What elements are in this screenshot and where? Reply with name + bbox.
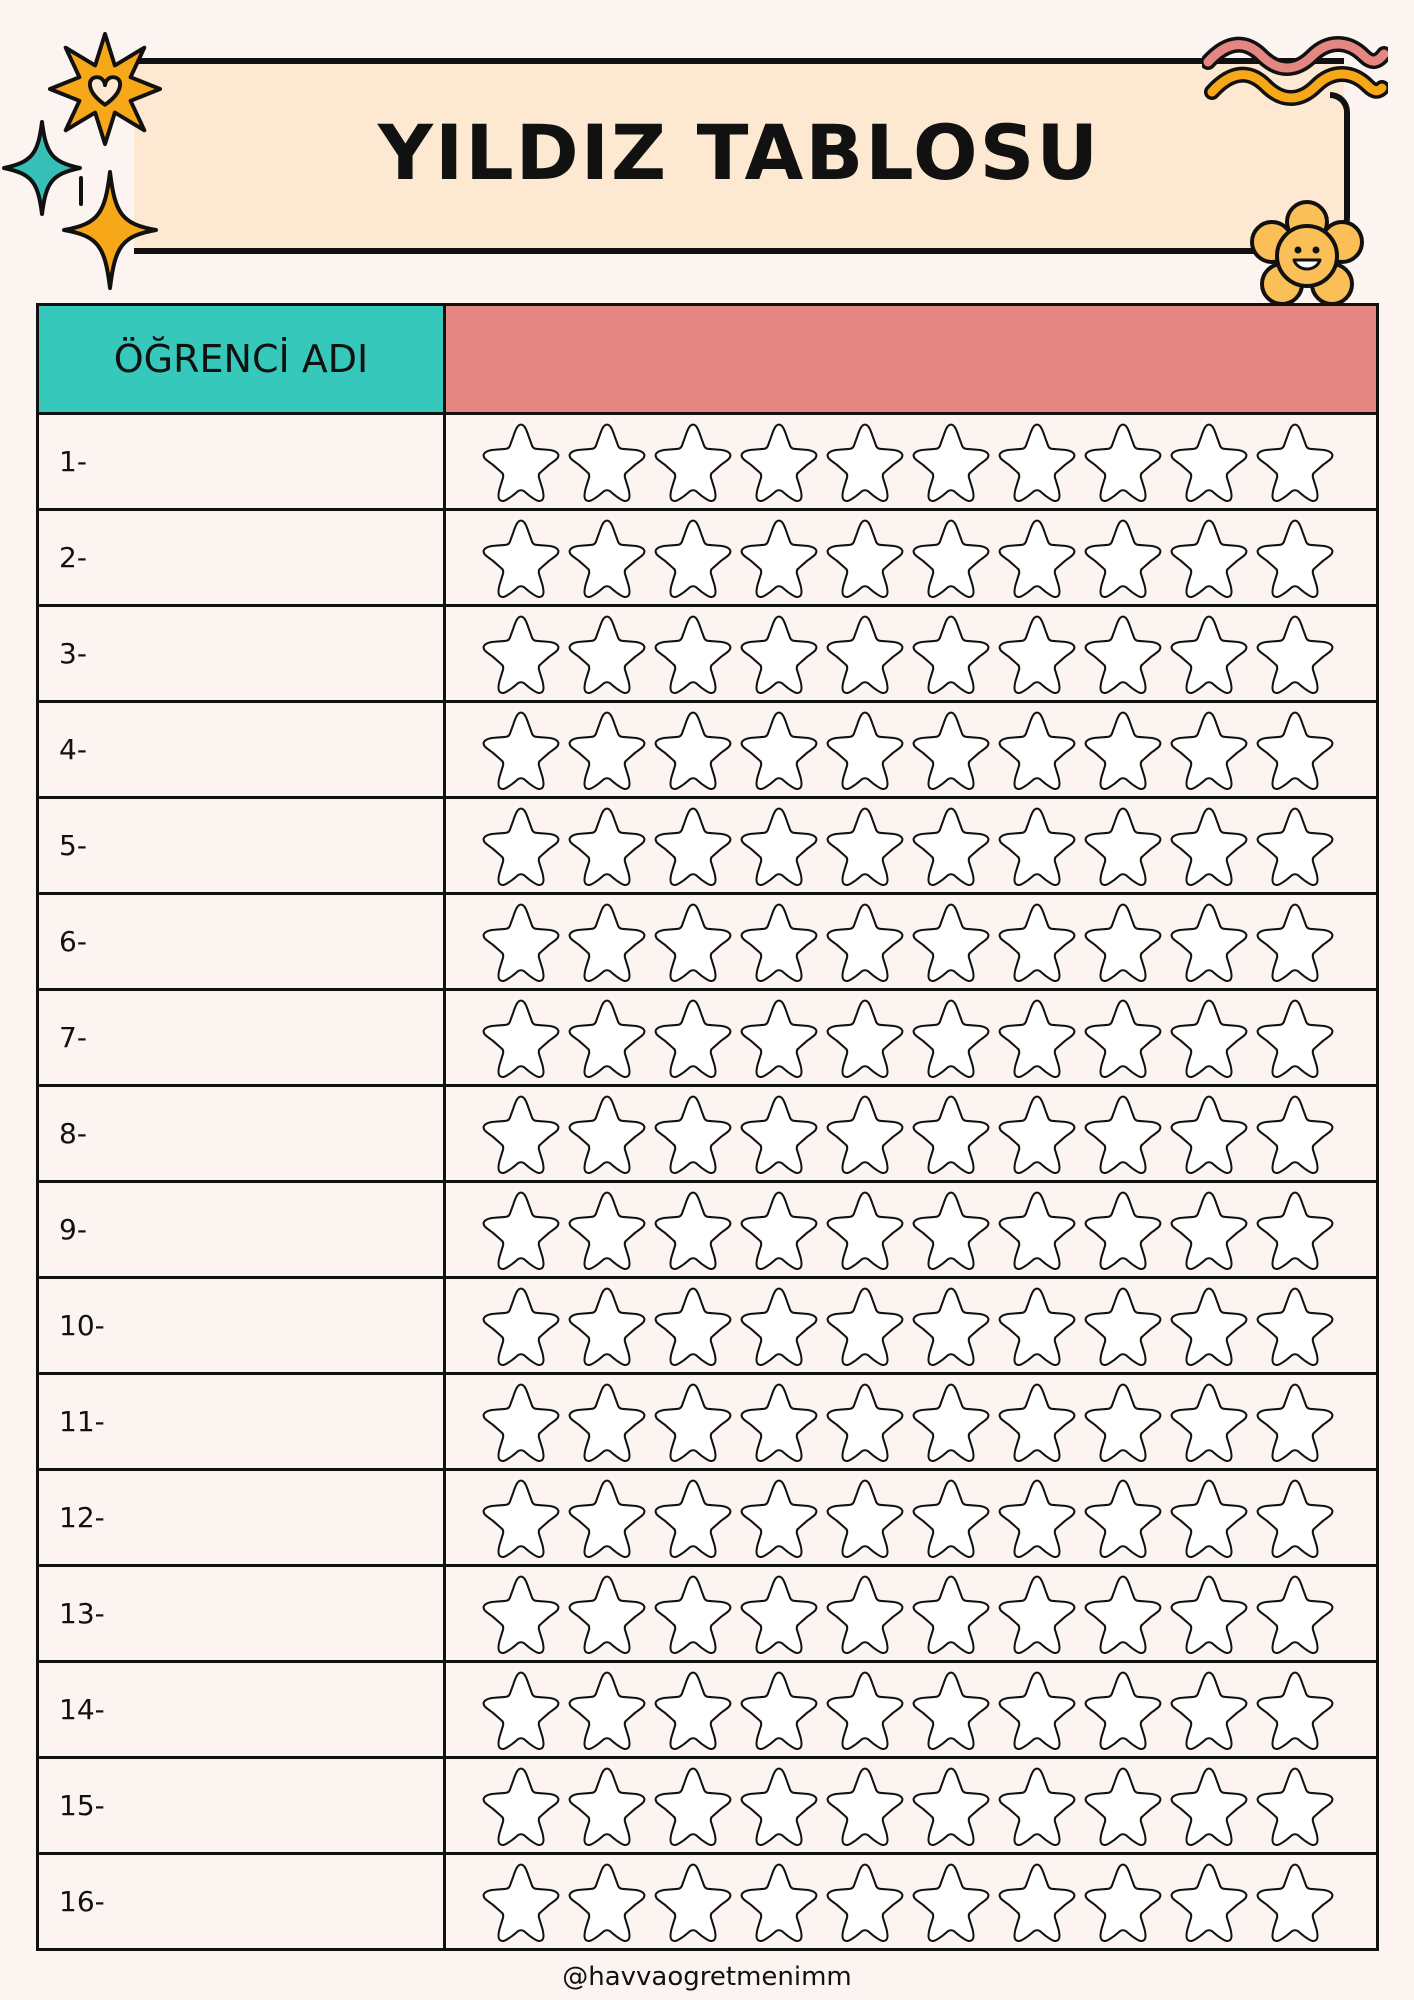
row-number[interactable]: 10-: [38, 1278, 445, 1374]
star-outline-icon[interactable]: [736, 707, 822, 793]
star-row: [446, 899, 1376, 985]
star-outline-icon[interactable]: [1080, 1091, 1166, 1177]
star-outline-icon[interactable]: [1080, 1379, 1166, 1465]
star-row: [446, 1283, 1376, 1369]
star-outline-icon[interactable]: [1166, 803, 1252, 889]
row-number[interactable]: 2-: [38, 510, 445, 606]
star-outline-icon[interactable]: [736, 1379, 822, 1465]
star-outline-icon[interactable]: [1080, 1763, 1166, 1849]
star-outline-icon[interactable]: [1166, 1859, 1252, 1945]
star-outline-icon[interactable]: [1166, 1475, 1252, 1561]
star-outline-icon[interactable]: [1080, 1283, 1166, 1369]
star-outline-icon[interactable]: [650, 515, 736, 601]
star-cell: [445, 1758, 1378, 1854]
star-outline-icon[interactable]: [650, 899, 736, 985]
star-outline-icon[interactable]: [822, 1571, 908, 1657]
star-outline-icon[interactable]: [1252, 1763, 1338, 1849]
star-outline-icon[interactable]: [822, 1859, 908, 1945]
star-outline-icon[interactable]: [994, 995, 1080, 1081]
star-cell: [445, 510, 1378, 606]
star-outline-icon[interactable]: [1166, 995, 1252, 1081]
star-outline-icon[interactable]: [650, 707, 736, 793]
table-row: [38, 1182, 1378, 1278]
star-outline-icon[interactable]: [564, 1283, 650, 1369]
row-number[interactable]: 4-: [38, 702, 445, 798]
star-outline-icon[interactable]: [478, 1667, 564, 1753]
star-outline-icon[interactable]: [994, 1475, 1080, 1561]
star-outline-icon[interactable]: [736, 515, 822, 601]
row-number[interactable]: 3-: [38, 606, 445, 702]
table-row: [38, 798, 1378, 894]
star-outline-icon[interactable]: [736, 1091, 822, 1177]
star-outline-icon[interactable]: [1252, 899, 1338, 985]
star-outline-icon[interactable]: [1252, 1667, 1338, 1753]
page-title: YILDIZ TABLOSU: [377, 108, 1101, 197]
star-outline-icon[interactable]: [564, 995, 650, 1081]
star-outline-icon[interactable]: [564, 803, 650, 889]
star-outline-icon[interactable]: [1080, 1187, 1166, 1273]
star-outline-icon[interactable]: [1080, 899, 1166, 985]
star-cell: [445, 414, 1378, 510]
star-cell: [445, 1278, 1378, 1374]
star-row: [446, 1667, 1376, 1753]
star-outline-icon[interactable]: [736, 995, 822, 1081]
star-outline-icon[interactable]: [1166, 611, 1252, 697]
star-outline-icon[interactable]: [1252, 1475, 1338, 1561]
table-row: [38, 1470, 1378, 1566]
star-outline-icon[interactable]: [564, 515, 650, 601]
star-outline-icon[interactable]: [822, 611, 908, 697]
star-outline-icon[interactable]: [908, 1667, 994, 1753]
stars-header: [445, 305, 1378, 414]
star-outline-icon[interactable]: [736, 419, 822, 505]
star-outline-icon[interactable]: [1166, 515, 1252, 601]
star-outline-icon[interactable]: [1080, 707, 1166, 793]
star-outline-icon[interactable]: [736, 1763, 822, 1849]
star-cell: [445, 606, 1378, 702]
table-row: [38, 510, 1378, 606]
star-outline-icon[interactable]: [1080, 995, 1166, 1081]
star-row: [446, 1475, 1376, 1561]
star-outline-icon[interactable]: [478, 995, 564, 1081]
star-outline-icon[interactable]: [478, 1763, 564, 1849]
star-row: [446, 1091, 1376, 1177]
star-outline-icon[interactable]: [736, 1859, 822, 1945]
star-outline-icon[interactable]: [822, 803, 908, 889]
wavy-lines-icon: [1202, 36, 1388, 108]
star-outline-icon[interactable]: [478, 1283, 564, 1369]
row-number[interactable]: 1-: [38, 414, 445, 510]
star-row: [446, 419, 1376, 505]
star-row: [446, 707, 1376, 793]
star-outline-icon[interactable]: [650, 803, 736, 889]
star-outline-icon[interactable]: [736, 1475, 822, 1561]
table-row: [38, 990, 1378, 1086]
star-row: [446, 611, 1376, 697]
star-row: [446, 1571, 1376, 1657]
row-number[interactable]: 14-: [38, 1662, 445, 1758]
table-row: [38, 702, 1378, 798]
star-outline-icon[interactable]: [994, 1283, 1080, 1369]
star-outline-icon[interactable]: [908, 1859, 994, 1945]
sparkle-icon: [76, 176, 86, 206]
star-outline-icon[interactable]: [478, 1187, 564, 1273]
star-outline-icon[interactable]: [822, 1379, 908, 1465]
row-number[interactable]: 7-: [38, 990, 445, 1086]
star-outline-icon[interactable]: [1166, 1763, 1252, 1849]
star-outline-icon[interactable]: [1252, 1283, 1338, 1369]
star-outline-icon[interactable]: [908, 419, 994, 505]
star-outline-icon[interactable]: [564, 707, 650, 793]
star-outline-icon[interactable]: [736, 611, 822, 697]
star-outline-icon[interactable]: [650, 1763, 736, 1849]
row-number[interactable]: 6-: [38, 894, 445, 990]
table-row: [38, 414, 1378, 510]
star-outline-icon[interactable]: [822, 1667, 908, 1753]
star-outline-icon[interactable]: [994, 1763, 1080, 1849]
star-outline-icon[interactable]: [1252, 1859, 1338, 1945]
sparkle-icon: [60, 168, 160, 292]
star-outline-icon[interactable]: [736, 899, 822, 985]
table-row: [38, 1662, 1378, 1758]
star-chart-table: [36, 303, 1379, 1951]
star-outline-icon[interactable]: [908, 1763, 994, 1849]
star-outline-icon[interactable]: [564, 899, 650, 985]
star-cell: [445, 1374, 1378, 1470]
star-outline-icon[interactable]: [1252, 1091, 1338, 1177]
star-cell: [445, 1182, 1378, 1278]
star-cell: [445, 990, 1378, 1086]
star-outline-icon[interactable]: [908, 803, 994, 889]
table-row: [38, 1566, 1378, 1662]
star-cell: [445, 1854, 1378, 1950]
star-outline-icon[interactable]: [822, 419, 908, 505]
row-number[interactable]: 8-: [38, 1086, 445, 1182]
row-number[interactable]: 9-: [38, 1182, 445, 1278]
star-outline-icon[interactable]: [650, 1859, 736, 1945]
star-outline-icon[interactable]: [822, 1475, 908, 1561]
star-cell: [445, 702, 1378, 798]
smiley-flower-icon: [1246, 200, 1368, 318]
student-name-header: ÖĞRENCİ ADI: [38, 305, 445, 414]
star-outline-icon[interactable]: [650, 1283, 736, 1369]
row-number[interactable]: 5-: [38, 798, 445, 894]
star-outline-icon[interactable]: [1080, 1859, 1166, 1945]
star-outline-icon[interactable]: [564, 1475, 650, 1561]
table-row: [38, 1758, 1378, 1854]
star-outline-icon[interactable]: [1252, 995, 1338, 1081]
star-outline-icon[interactable]: [1080, 1667, 1166, 1753]
star-outline-icon[interactable]: [564, 1763, 650, 1849]
star-outline-icon[interactable]: [1252, 611, 1338, 697]
star-outline-icon[interactable]: [650, 1187, 736, 1273]
star-outline-icon[interactable]: [1252, 1379, 1338, 1465]
star-outline-icon[interactable]: [822, 899, 908, 985]
star-outline-icon[interactable]: [994, 1859, 1080, 1945]
title-banner: [134, 58, 1344, 254]
star-outline-icon[interactable]: [1080, 419, 1166, 505]
star-outline-icon[interactable]: [1080, 515, 1166, 601]
star-cell: [445, 1470, 1378, 1566]
star-outline-icon[interactable]: [908, 1475, 994, 1561]
star-outline-icon[interactable]: [650, 1475, 736, 1561]
star-row: [446, 803, 1376, 889]
star-outline-icon[interactable]: [1252, 1187, 1338, 1273]
table-row: [38, 606, 1378, 702]
star-outline-icon[interactable]: [736, 803, 822, 889]
star-cell: [445, 894, 1378, 990]
table-row: [38, 1374, 1378, 1470]
star-outline-icon[interactable]: [908, 899, 994, 985]
star-row: [446, 515, 1376, 601]
star-outline-icon[interactable]: [564, 1379, 650, 1465]
row-number[interactable]: 13-: [38, 1566, 445, 1662]
star-outline-icon[interactable]: [564, 1091, 650, 1177]
star-outline-icon[interactable]: [650, 1379, 736, 1465]
table-row: [38, 894, 1378, 990]
star-outline-icon[interactable]: [822, 995, 908, 1081]
star-outline-icon[interactable]: [994, 419, 1080, 505]
star-outline-icon[interactable]: [1080, 1571, 1166, 1657]
star-outline-icon[interactable]: [478, 1379, 564, 1465]
star-outline-icon[interactable]: [822, 707, 908, 793]
star-outline-icon[interactable]: [478, 803, 564, 889]
row-number[interactable]: 16-: [38, 1854, 445, 1950]
star-outline-icon[interactable]: [478, 419, 564, 505]
star-outline-icon[interactable]: [478, 515, 564, 601]
star-outline-icon[interactable]: [564, 419, 650, 505]
star-outline-icon[interactable]: [994, 611, 1080, 697]
star-outline-icon[interactable]: [1166, 1379, 1252, 1465]
star-outline-icon[interactable]: [1080, 1475, 1166, 1561]
star-outline-icon[interactable]: [994, 1571, 1080, 1657]
star-outline-icon[interactable]: [908, 707, 994, 793]
star-outline-icon[interactable]: [736, 1187, 822, 1273]
star-outline-icon[interactable]: [736, 1571, 822, 1657]
star-outline-icon[interactable]: [478, 1091, 564, 1177]
star-outline-icon[interactable]: [822, 1091, 908, 1177]
star-outline-icon[interactable]: [908, 995, 994, 1081]
star-outline-icon[interactable]: [1080, 803, 1166, 889]
star-row: [446, 1859, 1376, 1945]
star-outline-icon[interactable]: [564, 1859, 650, 1945]
star-outline-icon[interactable]: [994, 899, 1080, 985]
star-row: [446, 1187, 1376, 1273]
star-outline-icon[interactable]: [1166, 707, 1252, 793]
star-outline-icon[interactable]: [908, 1571, 994, 1657]
star-outline-icon[interactable]: [650, 611, 736, 697]
star-outline-icon[interactable]: [478, 1571, 564, 1657]
star-outline-icon[interactable]: [564, 611, 650, 697]
star-outline-icon[interactable]: [994, 1187, 1080, 1273]
star-row: [446, 995, 1376, 1081]
star-outline-icon[interactable]: [564, 1667, 650, 1753]
star-outline-icon[interactable]: [1166, 419, 1252, 505]
star-outline-icon[interactable]: [650, 419, 736, 505]
star-row: [446, 1763, 1376, 1849]
star-outline-icon[interactable]: [650, 1091, 736, 1177]
star-outline-icon[interactable]: [994, 1667, 1080, 1753]
star-cell: [445, 1566, 1378, 1662]
star-outline-icon[interactable]: [994, 515, 1080, 601]
star-outline-icon[interactable]: [478, 707, 564, 793]
star-outline-icon[interactable]: [478, 1475, 564, 1561]
star-outline-icon[interactable]: [1166, 1187, 1252, 1273]
star-outline-icon[interactable]: [908, 515, 994, 601]
star-outline-icon[interactable]: [736, 1667, 822, 1753]
row-number[interactable]: 15-: [38, 1758, 445, 1854]
star-outline-icon[interactable]: [1166, 1283, 1252, 1369]
star-outline-icon[interactable]: [1252, 707, 1338, 793]
star-outline-icon[interactable]: [822, 1283, 908, 1369]
star-outline-icon[interactable]: [908, 1091, 994, 1177]
star-outline-icon[interactable]: [1166, 1091, 1252, 1177]
star-outline-icon[interactable]: [564, 1571, 650, 1657]
star-outline-icon[interactable]: [564, 1187, 650, 1273]
star-outline-icon[interactable]: [908, 1187, 994, 1273]
star-outline-icon[interactable]: [1252, 803, 1338, 889]
star-outline-icon[interactable]: [994, 1091, 1080, 1177]
star-row: [446, 1379, 1376, 1465]
star-outline-icon[interactable]: [1080, 611, 1166, 697]
table-row: [38, 1854, 1378, 1950]
star-outline-icon[interactable]: [478, 611, 564, 697]
star-outline-icon[interactable]: [822, 515, 908, 601]
star-outline-icon[interactable]: [1166, 1667, 1252, 1753]
row-number[interactable]: 12-: [38, 1470, 445, 1566]
star-outline-icon[interactable]: [1252, 1571, 1338, 1657]
star-outline-icon[interactable]: [908, 1379, 994, 1465]
star-outline-icon[interactable]: [822, 1763, 908, 1849]
star-outline-icon[interactable]: [822, 1187, 908, 1273]
star-cell: [445, 798, 1378, 894]
star-cell: [445, 1662, 1378, 1758]
table-row: [38, 1278, 1378, 1374]
star-outline-icon[interactable]: [650, 995, 736, 1081]
star-outline-icon[interactable]: [478, 899, 564, 985]
star-outline-icon[interactable]: [1166, 899, 1252, 985]
star-outline-icon[interactable]: [908, 1283, 994, 1369]
star-outline-icon[interactable]: [994, 1379, 1080, 1465]
star-outline-icon[interactable]: [1166, 1571, 1252, 1657]
star-outline-icon[interactable]: [1252, 515, 1338, 601]
header-row: [38, 305, 1378, 414]
star-outline-icon[interactable]: [1252, 419, 1338, 505]
star-outline-icon[interactable]: [908, 611, 994, 697]
star-outline-icon[interactable]: [650, 1571, 736, 1657]
footer-handle: @havvaogretmenimm: [562, 1962, 852, 1992]
star-outline-icon[interactable]: [478, 1859, 564, 1945]
star-outline-icon[interactable]: [994, 707, 1080, 793]
star-outline-icon[interactable]: [650, 1667, 736, 1753]
table-row: [38, 1086, 1378, 1182]
star-outline-icon[interactable]: [736, 1283, 822, 1369]
star-cell: [445, 1086, 1378, 1182]
star-outline-icon[interactable]: [994, 803, 1080, 889]
row-number[interactable]: 11-: [38, 1374, 445, 1470]
